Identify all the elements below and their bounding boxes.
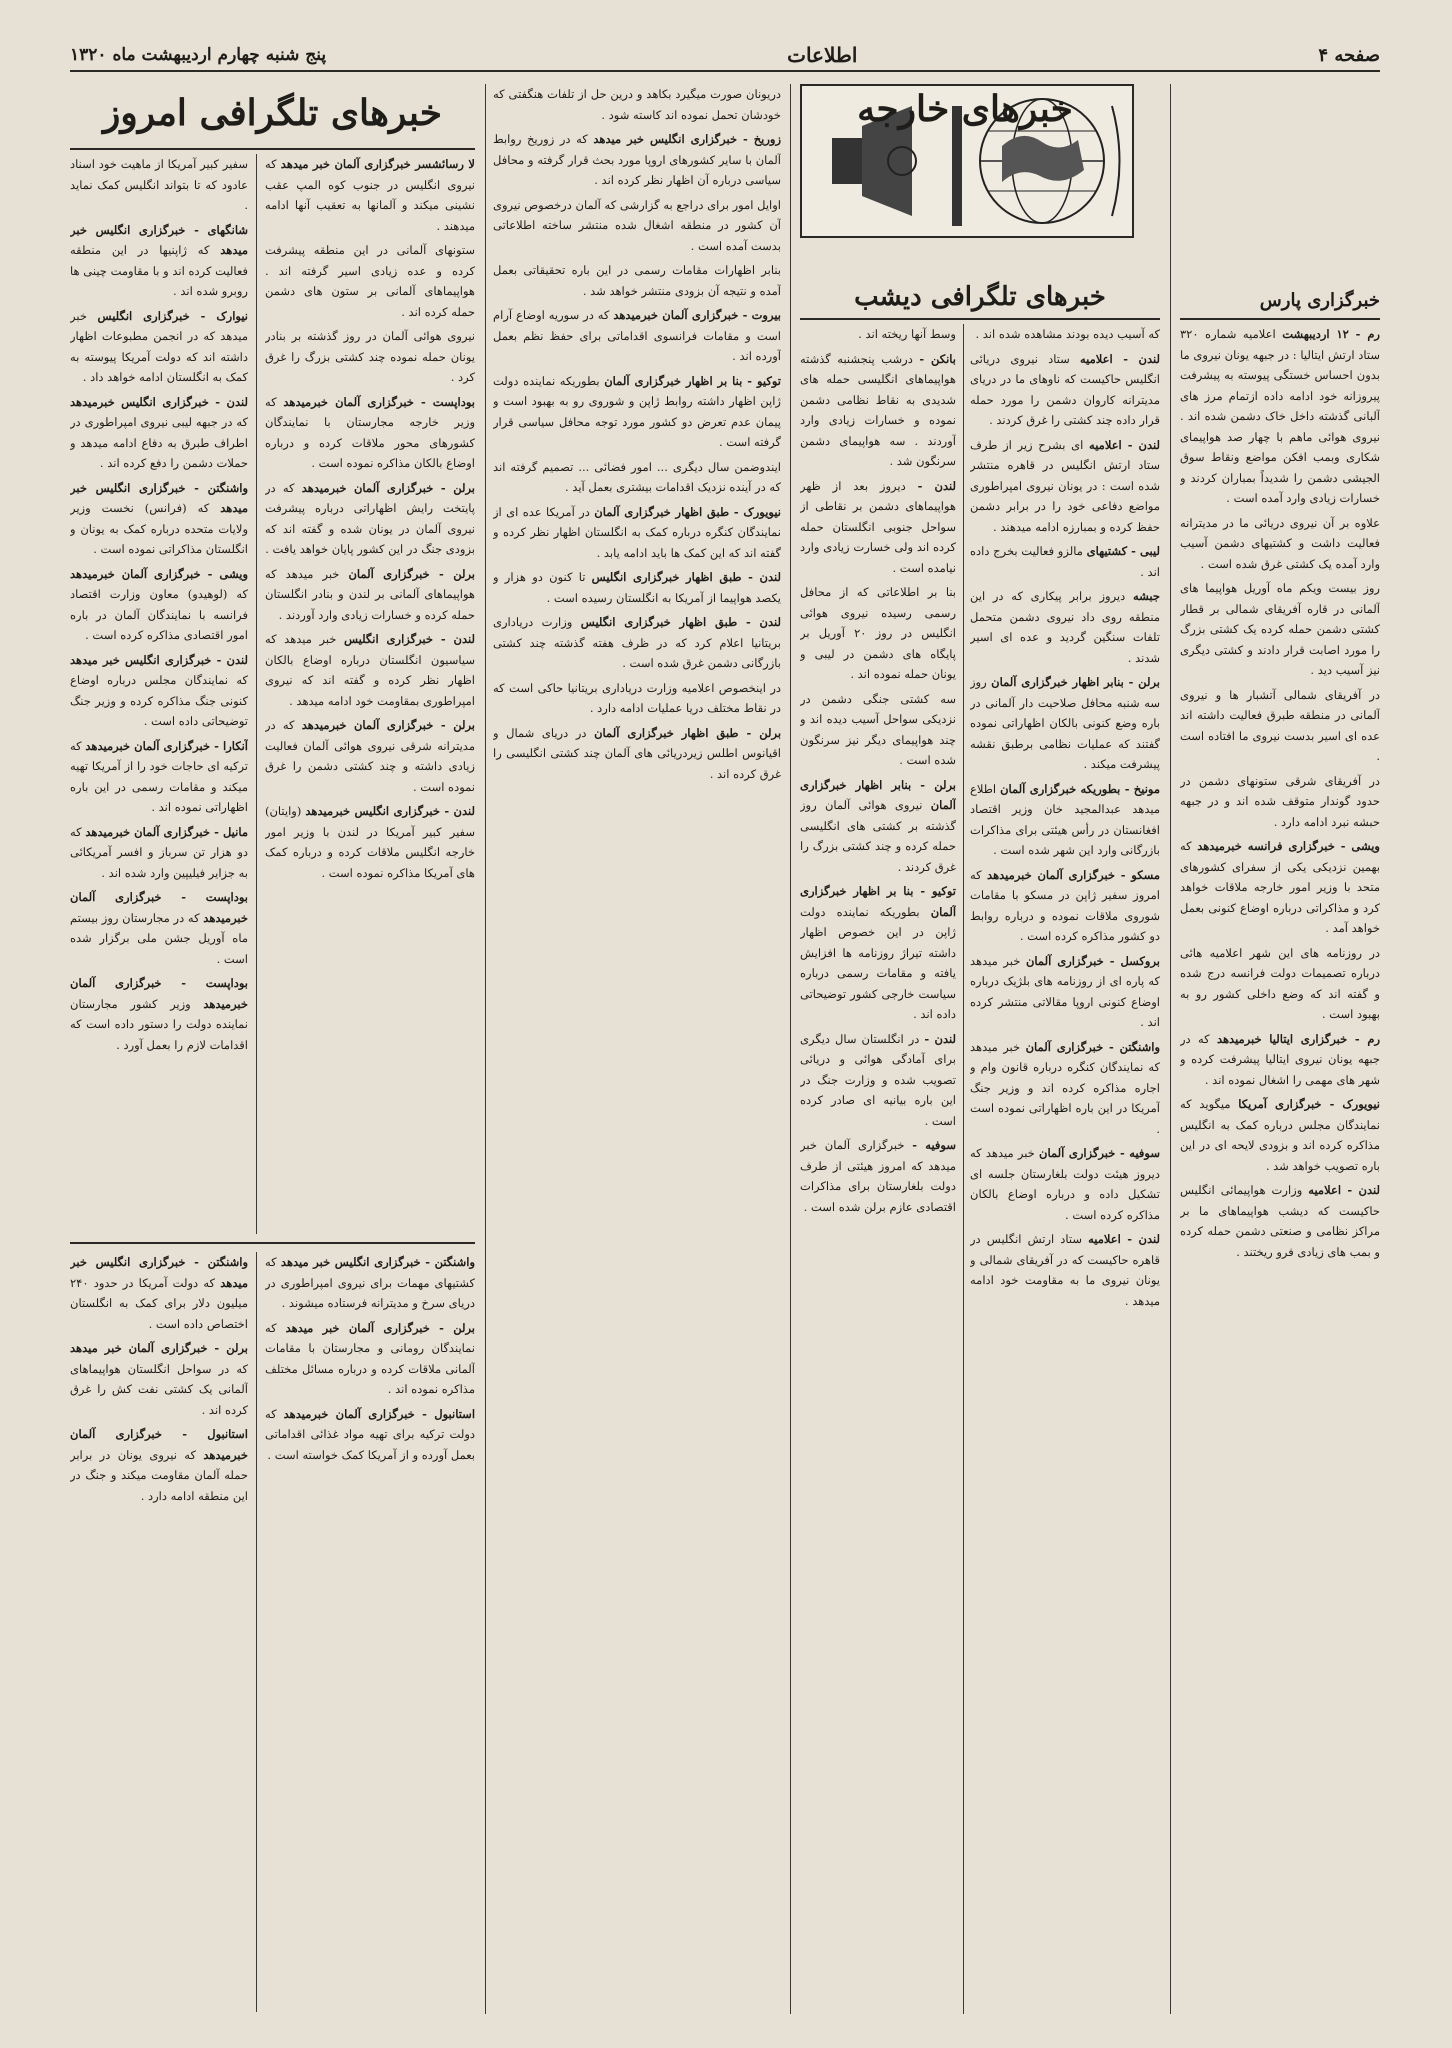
- masthead: [70, 40, 1380, 72]
- column-4: [493, 84, 781, 2014]
- article: در آفریقای شمالی آتشبار ها و نیروی آلمانی در منطقه طبرق فعالیت داشته اند عده ای اسیر بدست نیروی ما افتاده است .: [1180, 687, 1380, 763]
- article: در روزنامه های این شهر اعلامیه هائی درباره تصمیمات دولت فرانسه درج شده و گفته اند که وضع داخلی کشور رو به بهبود است .: [1180, 945, 1380, 1021]
- last-night-news-title: خبرهای تلگرافی دیشب: [854, 282, 1106, 312]
- article: زوریخ - خبرگزاری انگلیس خبر میدهد که در زوریخ روابط آلمان با سایر کشورهای اروپا مورد بحث قرار گرفته و محافل سیاسی درباره آن اظهار نظر کرده اند .: [493, 132, 781, 187]
- article: در اینخصوص اعلامیه وزارت دریاداری بریتانیا حاکی است که در نقاط مختلف دریا عملیات ادامه دارد .: [493, 680, 781, 715]
- divider: [1180, 318, 1380, 320]
- article: بنابر اظهارات مقامات رسمی در این باره تحقیقاتی بعمل آمده و نتیجه آن بزودی منتشر خواهد شد .: [493, 263, 781, 298]
- article: مانیل - خبرگزاری آلمان خبرمیدهد که دو هزار تن سرباز و افسر آمریکائی به جزایر فیلیپین وارد شده اند .: [70, 824, 248, 880]
- article: در آفریقای شرقی ستونهای دشمن در حدود گوندار متوقف شده اند و در جبهه حبشه نبرد ادامه دارد .: [1180, 773, 1380, 829]
- article: لیبی - کشتیهای مالزو فعالیت بخرج داده اند .: [970, 544, 1160, 579]
- article: برلن - خبرگزاری آلمان خبرمیدهد که در مدیترانه شرقی نیروی هوائی آلمان فعالیت زیادی داشته و چند کشتی دشمن را غرق نموده است .: [265, 718, 475, 794]
- column-rule: [485, 84, 486, 2014]
- todays-news-title: خبرهای تلگرافی امروز: [103, 92, 442, 134]
- article: ویشی - خبرگزاری فرانسه خبرمیدهد که بهمین نزدیکی یکی از سفرای کشورهای متحد با وزیر امور خارجه ملاقات خواهد کرد و مذاکراتی درباره اوضاع کنونی بعمل خواهد آمد .: [1180, 839, 1380, 935]
- article: مونیخ - بطوریکه خبرگزاری آلمان اطلاع میدهد عبدالمجید خان وزیر اقتصاد افغانستان در رأس هیئتی برای مذاکرات بازرگانی وارد این شهر شده است .: [970, 781, 1160, 857]
- article: بوداپست - خبرگزاری آلمان خبرمیدهد وزیر کشور مجارستان نماینده دولت را دستور داده است که اقدامات لازم را بعمل آورد .: [70, 976, 248, 1052]
- column-6-bottom: [70, 1252, 248, 2012]
- article: برلن - خبرگزاری آلمان خبر میدهد که در سواحل انگلستان هواپیماهای آلمانی یک کشتی نفت کش را غرق کرده اند .: [70, 1341, 248, 1417]
- article: جبشه دیروز برابر پیکاری که در این منطقه روی داد نیروی دشمن متحمل تلفات سنگین گردید و عده ای اسیر شدند .: [970, 589, 1160, 665]
- column-1: [1180, 324, 1380, 2014]
- article: مسکو - خبرگزاری آلمان خبرمیدهد که امروز سفیر ژاپن در مسکو با مقامات شوروی ملاقات نموده و درباره روابط دو کشور مذاکره کرده است .: [970, 867, 1160, 943]
- article: لا رسائشسر خبرگزاری آلمان خبر میدهد که نیروی انگلیس در جنوب کوه المپ عقب نشینی میکند و آلمانها به تعقیب آنها ادامه میدهند .: [265, 157, 475, 233]
- article: ستونهای آلمانی در این منطقه پیشرفت کرده و عده زیادی اسیر گرفته اند . هواپیماهای آلمانی بر ستون های دشمن حمله کرده اند .: [265, 243, 475, 319]
- article: بوداپست - خبرگزاری آلمان خبرمیدهد که وزیر خارجه مجارستان با نمایندگان کشورهای محور ملاقات کرده و درباره اوضاع بالکان مذاکره نموده است .: [265, 394, 475, 470]
- article: استانبول - خبرگزاری آلمان خبرمیدهد که دولت ترکیه برای تهیه مواد غذائی اقداماتی بعمل آورده و از آمریکا کمک خواسته است .: [265, 1406, 475, 1462]
- column-2: [970, 324, 1160, 2014]
- divider: [70, 1242, 475, 1244]
- article: نیویورک - طبق اظهار خبرگزاری آلمان در آمریکا عده ای از نمایندگان کنگره درباره کمک به انگلستان اظهار نظر کرده و گفته اند که این کمک ها باید ادامه یابد .: [493, 504, 781, 560]
- article: لندن - اعلامیه ای بشرح زیر از طرف ستاد ارتش انگلیس در قاهره منتشر شده است : در یونان نیروی امپراطوری مواضع دفاعی خود را در برابر دشمن حفظ کرده و بمبارزه ادامه میدهند .: [970, 437, 1160, 534]
- column-6: [70, 154, 248, 1234]
- article: سفیر کبیر آمریکا از ماهیت خود اسناد عادود که تا بتواند انگلیس کمک نماید .: [70, 157, 248, 212]
- column-rule: [790, 84, 791, 2014]
- column-5-bottom: [265, 1252, 475, 2012]
- article: بروکسل - خبرگزاری آلمان خبر میدهد که پاره ای از روزنامه های بلژیک درباره اوضاع کنونی اروپا مقالاتی منتشر کرده اند .: [970, 953, 1160, 1029]
- article: واشنگتن - خبرگزاری انگلیس خبر میدهد که دولت آمریکا در حدود ۲۴۰ میلیون دلار برای کمک به انگلستان اختصاص داده است .: [70, 1255, 248, 1331]
- foreign-news-title: خبرهای خارجه: [857, 88, 1073, 130]
- page-number: صفحه ۴: [1318, 44, 1380, 66]
- divider: [800, 318, 1160, 320]
- article: لندن - خبرگزاری انگلیس خبر میدهد که سیاسیون انگلستان درباره اوضاع بالکان اظهار نظر کرده و گفته اند که نیروی امپراطوری بمقاومت خود ادامه میدهد .: [265, 632, 475, 708]
- article: دریونان صورت میگیرد بکاهد و درین حل از تلفات هنگفتی که خودشان تحمل نموده اند کاسته شود .: [493, 87, 781, 122]
- article: لندن - در انگلستان سال دیگری برای آمادگی هوائی و دریائی تصویب شده و وزارت جنگ در این باره بیانیه ای صادر کرده است .: [800, 1031, 956, 1128]
- article: برلن - خبرگزاری آلمان خبرمیدهد که در پایتخت رایش اظهاراتی درباره پیشرفت نیروی آلمان در یونان شده و گفته اند که بزودی جنگ در این کشور پایان خواهد یافت .: [265, 480, 475, 556]
- article: برلن - بنابر اظهار خبرگزاری آلمان نیروی هوائی آلمان روز گذشته بر کشتی های انگلیسی حمله کرده و چند کشتی بزرگ را غرق کردند .: [800, 777, 956, 874]
- article: برلن - خبرگزاری آلمان خبر میدهد که هواپیماهای آلمانی بر لندن و بنادر انگلستان حمله کرده و خسارات زیادی وارد آوردند .: [265, 566, 475, 622]
- article: علاوه بر آن نیروی دریائی ما در مدیترانه فعالیت داشت و کشتیهای دشمن آسیب وارد آمده یک کشتی غرق شده است .: [1180, 515, 1380, 571]
- article: رم - ۱۲ اردیبهشت اعلامیه شماره ۳۲۰ ستاد ارتش ایتالیا : در جبهه یونان نیروی ما بدون احساس خستگی پیوسته به پیشرفت پیروزانه خود ادامه داده ازتمام مرز های آلبانی گذشته داخل خاک دشمن شده اند . نیروی هوائی ماهم با چهار صد هواپیمای شکاری وبمب افکن مواضع ونقاط سوق الجیشی دشمن را شدیداً بمباران کردند و خسارات زیادی وارد آمده است .: [1180, 327, 1380, 505]
- article: نیوارک - خبرگزاری انگلیس خبر میدهد که در انجمن مطبوعات اظهار داشته اند که دولت آمریکا پیوسته به کمک به انگلستان ادامه خواهد داد .: [70, 308, 248, 384]
- article: آنکارا - خبرگزاری آلمان خبرمیدهد که ترکیه ای حاجات خود را از آمریکا تهیه میکند و مقامات رسمی در این باره اظهاراتی نموده اند .: [70, 738, 248, 814]
- column-5: [265, 154, 475, 1234]
- article: لندن - اعلامیه ستاد نیروی دریائی انگلیس حاکیست که ناوهای ما در دریای مدیترانه کاروان دشمن را مورد حمله قرار داده چند کشتی را غرق کردند .: [970, 351, 1160, 427]
- article: لندن - اعلامیه ستاد ارتش انگلیس در قاهره حاکیست که در آفریقای شمالی و یونان نیروی ما به مقاومت خود ادامه میدهد .: [970, 1232, 1160, 1308]
- article: سوفیه - خبرگزاری آلمان خبر میدهد که امروز هیئتی از طرف دولت بلغارستان برای مذاکرات اقتصادی عازم برلن شده است .: [800, 1138, 956, 1214]
- article: سوفیه - خبرگزاری آلمان خبر میدهد که دیروز هیئت دولت بلغارستان جلسه ای تشکیل داده و درباره اوضاع بالکان مذاکره کرده است .: [970, 1146, 1160, 1222]
- column-3: [800, 324, 956, 2014]
- article: بوداپست - خبرگزاری آلمان خبرمیدهد که در مجارستان روز بیستم ماه آوریل جشن ملی برگزار شده است .: [70, 890, 248, 966]
- article: واشنگتن - خبرگزاری انگلیس خبر میدهد که (فرانس) نخست وزیر ولایات متحده درباره کمک به یونان و انگلستان مذاکراتی نموده است .: [70, 480, 248, 556]
- article: برلن - خبرگزاری آلمان خبر میدهد که نمایندگان رومانی و مجارستان با مقامات آلمانی ملاقات کرده و درباره مسائل مختلف مذاکره نموده اند .: [265, 1320, 475, 1396]
- article: لندن - طبق اظهار خبرگزاری انگلیس وزارت دریاداری بریتانیا اعلام کرد که در ظرف هفته گذشته چند کشتی بازرگانی دشمن غرق شده است .: [493, 615, 781, 670]
- article: توکیو - بنا بر اظهار خبرگزاری آلمان بطوریکه نماینده دولت ژاپن اظهار داشته روابط ژاپن و شوروی رو به بهبود است و پیمان عدم تعرض دو کشور مورد توجه محافل سیاسی قرار گرفته است .: [493, 373, 781, 449]
- column-rule: [256, 1252, 257, 2012]
- article: بنا بر اطلاعاتی که از محافل رسمی رسیده نیروی هوائی انگلیس در روز ۲۰ آوریل بر پایگاه های دشمن در لیبی و یونان حمله نموده اند .: [800, 585, 956, 681]
- column-rule: [256, 154, 257, 1234]
- article: لندن - خبرگزاری انگلیس خبر میدهد که نمایندگان مجلس درباره اوضاع کنونی جنگ مذاکره کرده و وزیر جنگ توضیحاتی داده است .: [70, 652, 248, 728]
- article: توکیو - بنا بر اظهار خبرگزاری آلمان بطوریکه نماینده دولت ژاپن در این خصوص اظهار داشته تیراژ روزنامه ها افزایش یافته و مقامات رسمی درباره سیاست خارجی کشور توضیحاتی داده اند .: [800, 884, 956, 1021]
- article: برلن - طبق اظهار خبرگزاری آلمان در دریای شمال و اقیانوس اطلس زیردریائی های آلمان چند کشتی انگلیسی را غرق کرده اند .: [493, 725, 781, 781]
- article: لندن - اعلامیه وزارت هواپیمائی انگلیس حاکیست که دیشب هواپیماهای ما بر مراکز نظامی و صنعتی دشمن حمله کرده و بمب های زیادی فرو ریختند .: [1180, 1183, 1380, 1259]
- article: لندن - دیروز بعد از ظهر هواپیماهای دشمن بر نقاطی از سواحل جنوبی انگلستان حمله کرده اند ولی خسارت زیادی وارد نیامده است .: [800, 478, 956, 575]
- article: برلن - بنابر اظهار خبرگزاری آلمان روز سه شنبه محافل صلاحیت دار آلمانی در باره وضع کنونی بالکان اظهاراتی نموده گفتند که عملیات نظامی برطبق نقشه پیشرفت میکند .: [970, 675, 1160, 771]
- divider: [70, 148, 475, 150]
- article: ویشی - خبرگزاری آلمان خبرمیدهد که (لوهیدو) معاون وزارت اقتصاد فرانسه با نمایندگان آلمان در باره امور اقتصادی مذاکره کرده است .: [70, 566, 248, 642]
- article: وسط آنها ریخته اند .: [858, 327, 956, 341]
- article: بیروت - خبرگزاری آلمان خبرمیدهد که در سوریه اوضاع آرام است و مقامات فرانسوی اقداماتی برای حفظ نظم بعمل آورده اند .: [493, 308, 781, 363]
- article: لندن - خبرگزاری انگلیس خبرمیدهد (وایتان) سفیر کبیر آمریکا در لندن با وزیر امور خارجه انگلیس ملاقات کرده و درباره کمک های آمریکا مذاکره نموده است .: [265, 804, 475, 880]
- article: واشنگتن - خبرگزاری انگلیس خبر میدهد که کشتیهای مهمات برای نیروی امپراطوری در دریای سرخ و مدیترانه فرستاده میشوند .: [265, 1255, 475, 1310]
- article: ایندوضمن سال دیگری ... امور فضائی ... تصمیم گرفته اند که در آینده نزدیک اقدامات بیشتری بعمل آید .: [493, 459, 781, 494]
- article: شانگهای - خبرگزاری انگلیس خبر میدهد که ژاپنیها در این منطقه فعالیت کرده اند و با مقاومت چینی ها روبرو شده اند .: [70, 222, 248, 298]
- article: لندن - طبق اظهار خبرگزاری انگلیس تا کنون دو هزار و یکصد هواپیما از آمریکا به انگلستان رسیده است .: [493, 570, 781, 605]
- paper-name: اطلاعات: [787, 43, 858, 67]
- article: رم - خبرگزاری ایتالیا خبرمیدهد که در جبهه یونان نیروی ایتالیا پیشرفت کرده و شهر های مهمی را اشغال نموده اند .: [1180, 1031, 1380, 1087]
- article: لندن - خبرگزاری انگلیس خبرمیدهد که در جبهه لیبی نیروی امپراطوری در اطراف طبرق به دفاع ادامه میدهد و حملات دشمن را دفع کرده اند .: [70, 394, 248, 470]
- article: اوایل امور برای دراجع به گزارشی که آلمان درخصوص نیروی آن کشور در منطقه اشغال شده منتشر ساخته اطلاعاتی بدست آمده است .: [493, 197, 781, 253]
- article: نیروی هوائی آلمان در روز گذشته بر بنادر یونان حمله نموده چند کشتی بزرگ را غرق کرد .: [265, 329, 475, 384]
- article: سه کشتی جنگی دشمن در نزدیکی سواحل آسیب دیده اند و چند هواپیمای دیگر نیز سرنگون شده است .: [800, 691, 956, 767]
- article: بانکن - درشب پنجشنبه گذشته هواپیماهای انگلیسی حمله های شدیدی به نقاط نظامی دشمن نموده و خسارات زیادی وارد آوردند . سه هواپیمای دشمن سرنگون شد .: [800, 351, 956, 468]
- article: روز بیست ویکم ماه آوریل هواپیما های آلمانی در قاره آفریقای شمالی بر قطار کشتی دشمن حمله کرده یک کشتی بزرگ را مورد اصابت قرار دادند و کشتی دیگری نیز آسیب دید .: [1180, 581, 1380, 677]
- article: که آسیب دیده بودند مشاهده شده اند .: [975, 327, 1160, 341]
- column-rule: [1170, 84, 1171, 2014]
- article: واشنگتن - خبرگزاری آلمان خبر میدهد که نمایندگان کنگره درباره قانون وام و اجاره مذاکره کرده اند و وزیر جنگ آمریکا در این باره اظهاراتی نموده است .: [970, 1039, 1160, 1136]
- column-rule: [963, 324, 964, 2014]
- article: نیویورک - خبرگزاری آمریکا میگوید که نمایندگان مجلس درباره کمک به انگلیس مذاکره کرده اند و بزودی لایحه ای در این باره تصویب خواهد شد .: [1180, 1097, 1380, 1173]
- pars-agency-label: خبرگزاری پارس: [1259, 290, 1380, 311]
- article: استانبول - خبرگزاری آلمان خبرمیدهد که نیروی یونان در برابر حمله آلمان مقاومت میکند و جنگ در این منطقه ادامه دارد .: [70, 1427, 248, 1503]
- date-line: پنج شنبه چهارم اردیبهشت ماه ۱۳۲۰: [70, 45, 327, 65]
